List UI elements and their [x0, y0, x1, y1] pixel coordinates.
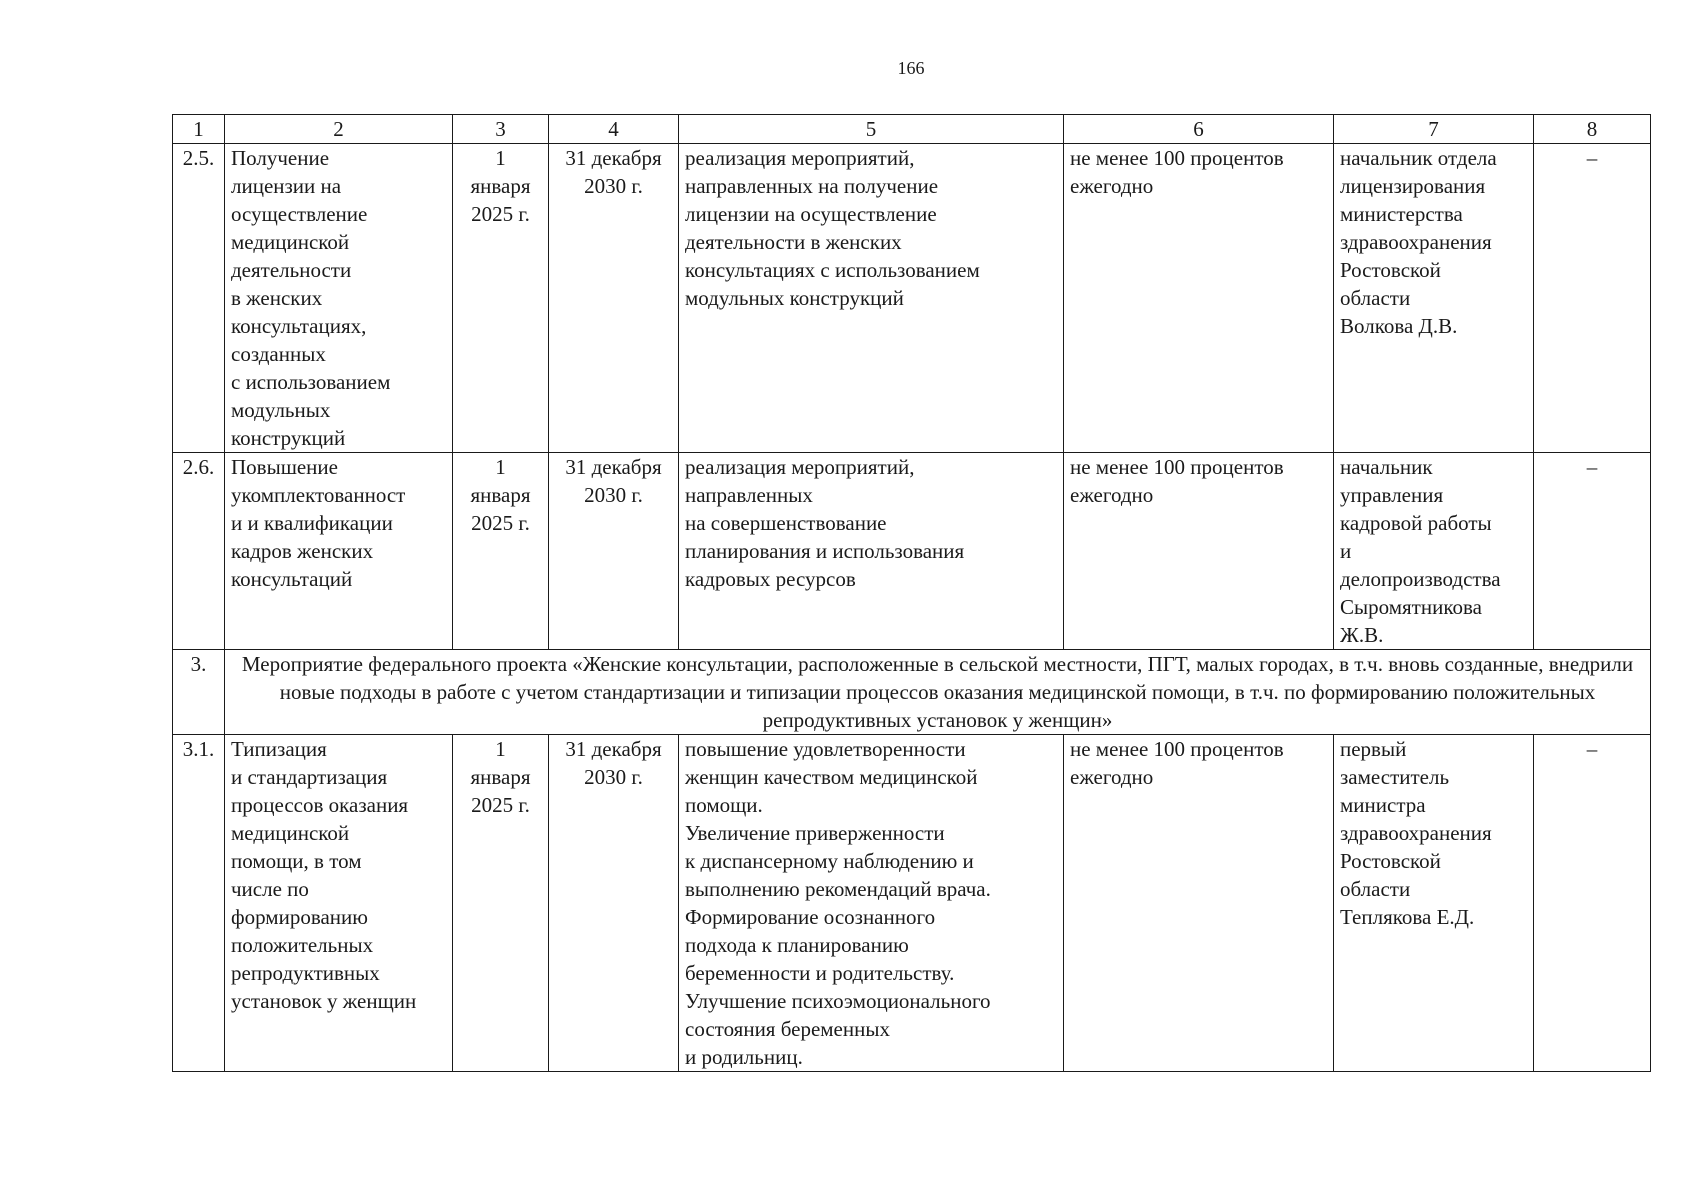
note: – [1534, 735, 1651, 1072]
header-row [173, 115, 1651, 144]
indicator: не менее 100 процентов ежегодно [1064, 453, 1334, 650]
measure-name: Повышение укомплектованност и и квалификации кадров женских консультаций [225, 453, 453, 650]
start-date: 1 января 2025 г. [453, 144, 549, 453]
measure-name: Получение лицензии на осуществление медицинской деятельности в женских консультациях, созданных с использованием модульных конструкций [225, 144, 453, 453]
end-date: 31 декабря 2030 г. [549, 144, 679, 453]
header-col-7: 7 [1334, 115, 1534, 144]
header-col-6: 6 [1064, 115, 1334, 144]
end-date: 31 декабря 2030 г. [549, 735, 679, 1072]
start-date: 1 января 2025 г. [453, 453, 549, 650]
note: – [1534, 453, 1651, 650]
start-date: 1 января 2025 г. [453, 735, 549, 1072]
page-number: 166 [897, 58, 925, 78]
section-row [173, 650, 1651, 735]
header-col-8: 8 [1534, 115, 1651, 144]
end-date: 31 декабря 2030 г. [549, 453, 679, 650]
header-col-2: 2 [225, 115, 453, 144]
table-row [173, 144, 1651, 453]
indicator: не менее 100 процентов ежегодно [1064, 144, 1334, 453]
indicator: не менее 100 процентов ежегодно [1064, 735, 1334, 1072]
expected-result: повышение удовлетворенности женщин качеством медицинской помощи. Увеличение приверженности к диспансерному наблюдению и выполнению рекомендаций врача. Формирование осознанного подхода к планированию беременности и родительству. Улучшение психоэмоционального состояния беременных и родильниц. [679, 735, 1064, 1072]
header-col-4: 4 [549, 115, 679, 144]
header-col-5: 5 [679, 115, 1064, 144]
measures-table [172, 114, 1651, 1072]
row-number: 2.5. [173, 144, 225, 453]
section-number: 3. [173, 650, 225, 735]
row-number: 2.6. [173, 453, 225, 650]
table-row [173, 453, 1651, 650]
expected-result: реализация мероприятий, направленных на получение лицензии на осуществление деятельности в женских консультациях с использованием модульных конструкций [679, 144, 1064, 453]
responsible-person: начальник управления кадровой работы и делопроизводства Сыромятникова Ж.В. [1334, 453, 1534, 650]
note: – [1534, 144, 1651, 453]
table-row [173, 735, 1651, 1072]
section-title: Мероприятие федерального проекта «Женские консультации, расположенные в сельской местности, ПГТ, малых городах, в т.ч. вновь созданные, внедрили новые подходы в работе с учетом стандартизации и типизации процессов оказания медицинской помощи, в т.ч. по формированию положительных репродуктивных установок у женщин» [225, 650, 1651, 735]
row-number: 3.1. [173, 735, 225, 1072]
measure-name: Типизация и стандартизация процессов оказания медицинской помощи, в том числе по формированию положительных репродуктивных установок у женщин [225, 735, 453, 1072]
header-col-3: 3 [453, 115, 549, 144]
responsible-person: первый заместитель министра здравоохранения Ростовской области Теплякова Е.Д. [1334, 735, 1534, 1072]
responsible-person: начальник отдела лицензирования министерства здравоохранения Ростовской области Волкова Д.В. [1334, 144, 1534, 453]
header-col-1: 1 [173, 115, 225, 144]
expected-result: реализация мероприятий, направленных на совершенствование планирования и использования кадровых ресурсов [679, 453, 1064, 650]
